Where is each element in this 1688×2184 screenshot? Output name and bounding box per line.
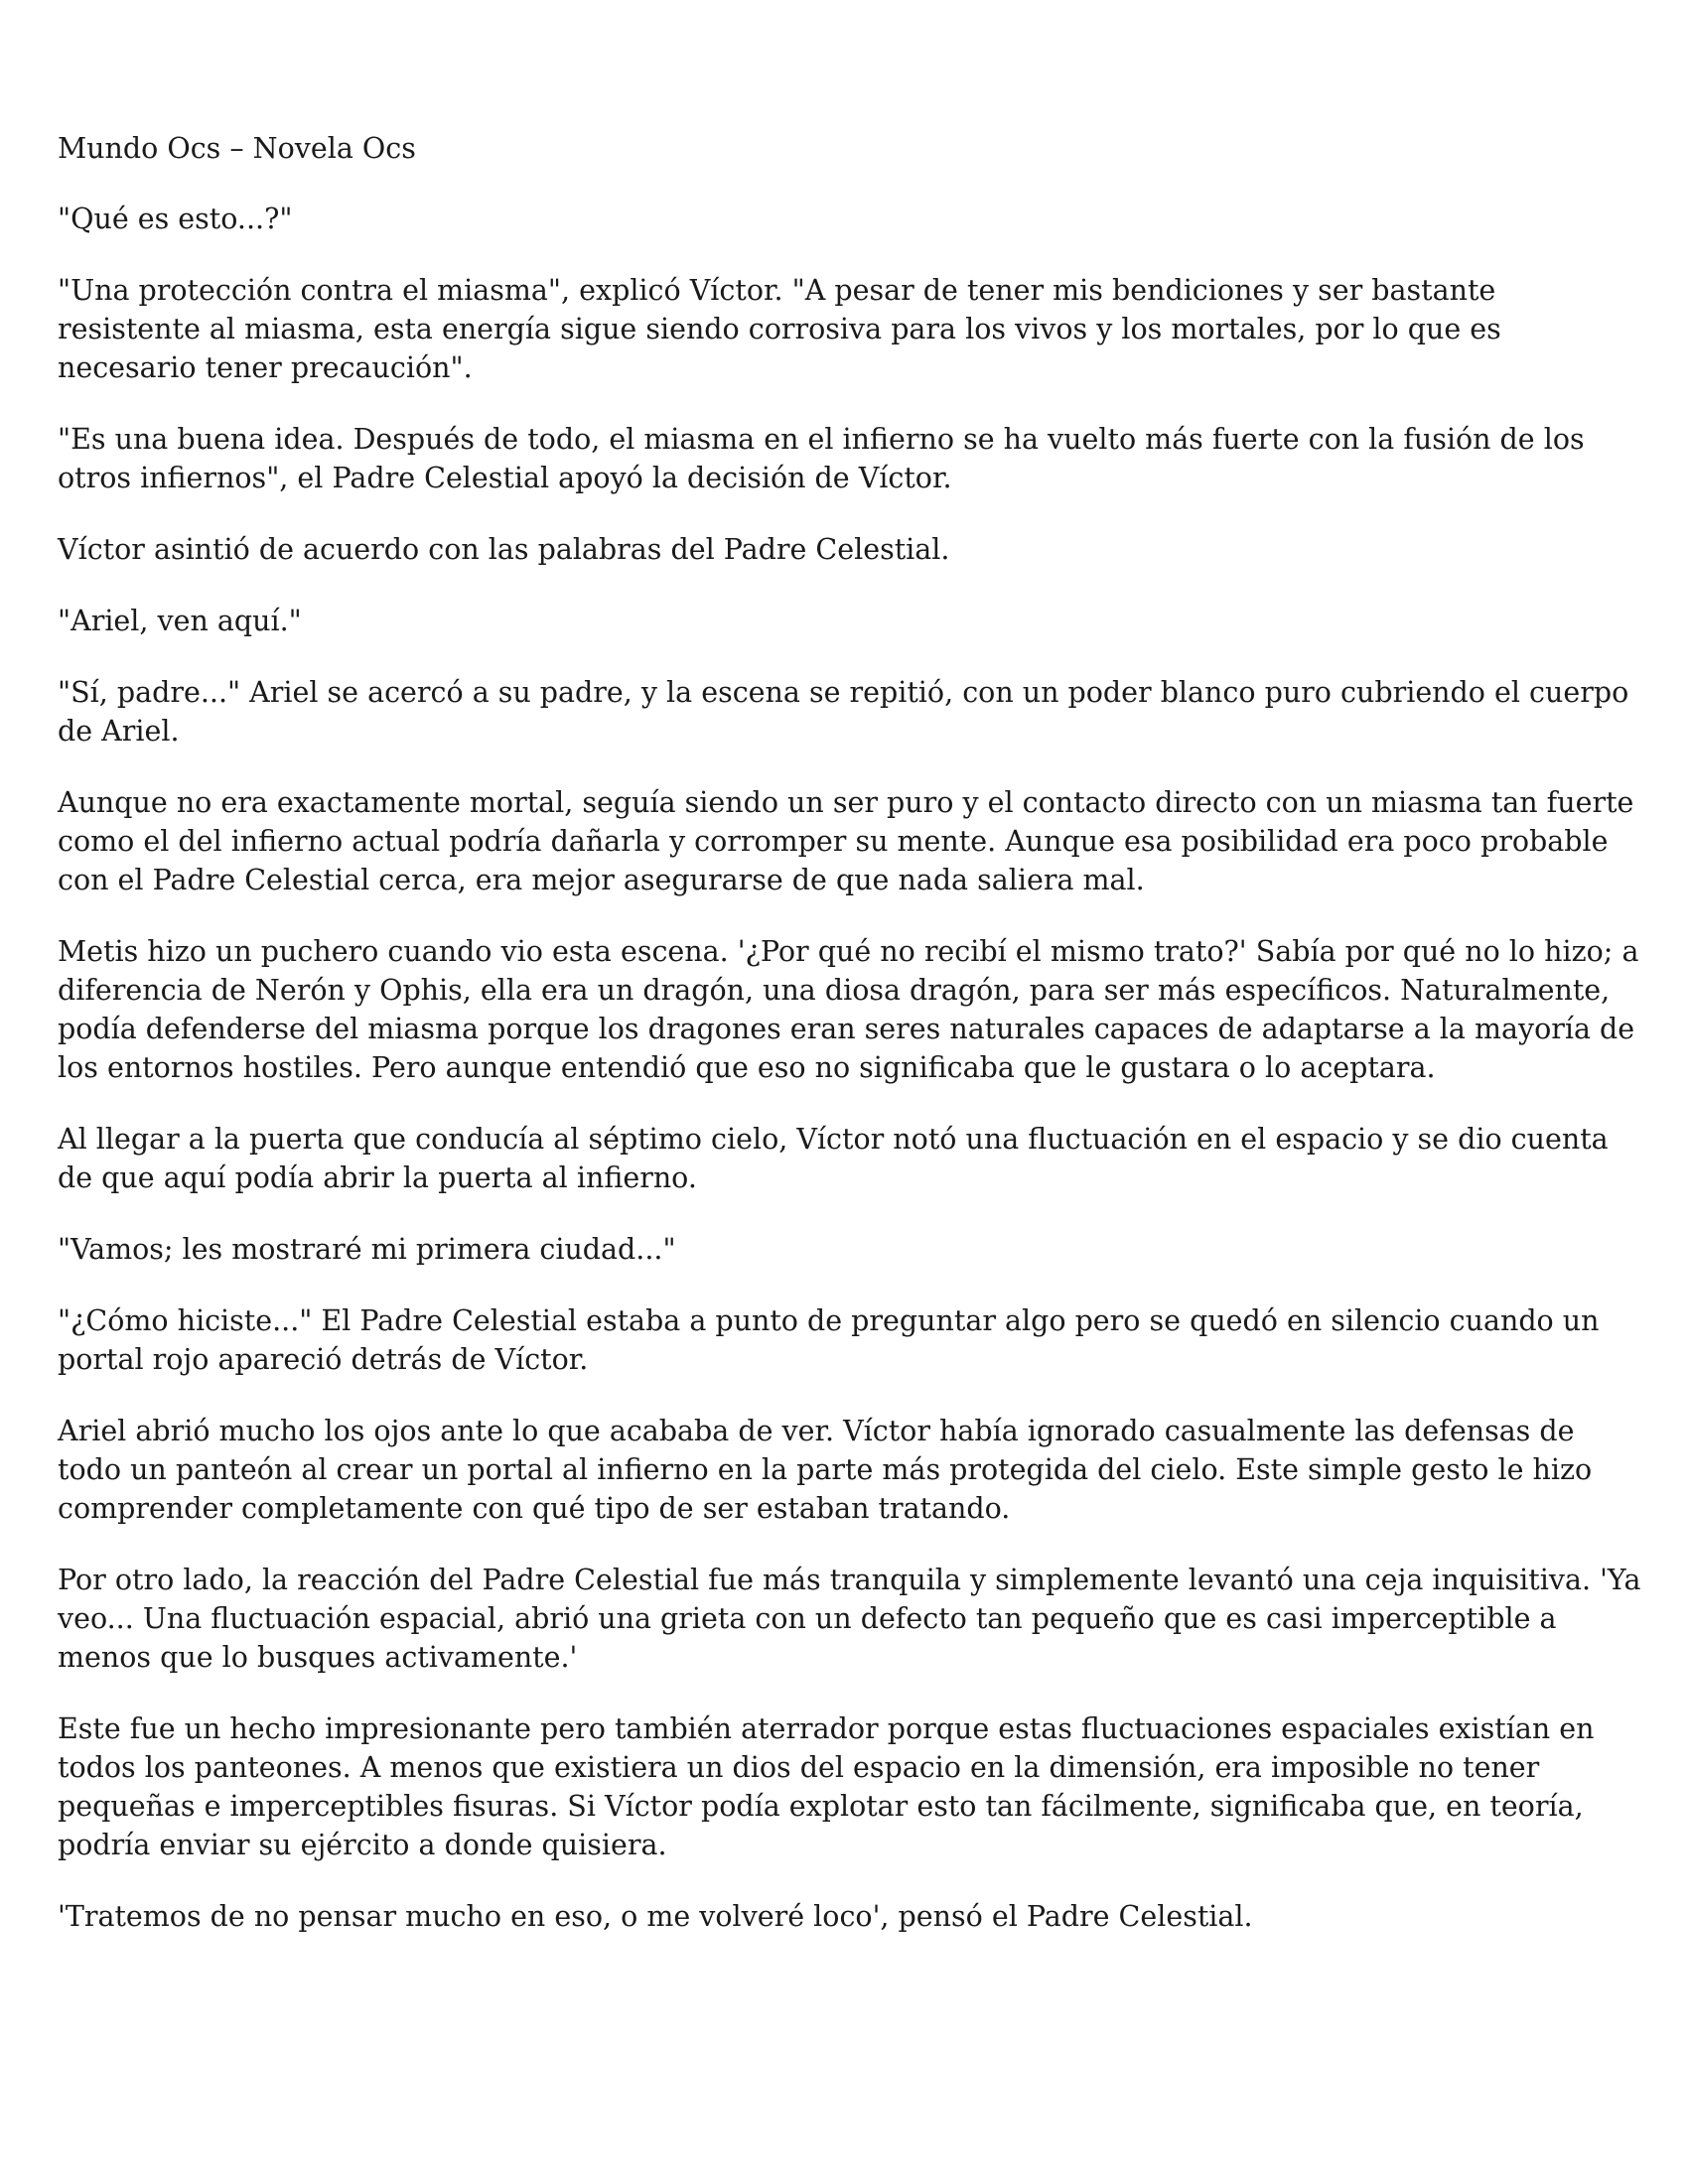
paragraph: "Vamos; les mostraré mi primera ciudad..." bbox=[58, 1233, 676, 1266]
paragraph: Metis hizo un puchero cuando vio esta escena. '¿Por qué no recibí el mismo trato?' Sabía por qué no lo hizo; a diferencia de Nerón y Ophis, ella era un dragón, una diosa dragón, para ser más específicos. Naturalmente, podía defenderse del miasma porque los dragones eran seres naturales capaces de adaptarse a la mayoría de los entornos hostiles. Pero aunque entendió que eso no significaba que le gustara o lo aceptara. bbox=[58, 935, 1639, 1084]
paragraph: "Qué es esto...?" bbox=[58, 203, 293, 235]
paragraph: Aunque no era exactamente mortal, seguía siendo un ser puro y el contacto directo con un miasma tan fuerte como el del infierno actual podría dañarla y corromper su mente. Aunque esa posibilidad era poco probable con el Padre Celestial cerca, era mejor asegurarse de que nada saliera mal. bbox=[58, 786, 1634, 896]
paragraph: "Es una buena idea. Después de todo, el miasma en el infierno se ha vuelto más fuerte con la fusión de los otros infiernos", el Padre Celestial apoyó la decisión de Víctor. bbox=[58, 423, 1585, 494]
paragraph: "¿Cómo hiciste..." El Padre Celestial estaba a punto de preguntar algo pero se quedó en silencio cuando un portal rojo apareció detrás de Víctor. bbox=[58, 1304, 1600, 1376]
paragraph: Al llegar a la puerta que conducía al séptimo cielo, Víctor notó una fluctuación en el espacio y se dio cuenta de que aquí podía abrir la puerta al infierno. bbox=[58, 1123, 1609, 1194]
paragraph: Por otro lado, la reacción del Padre Celestial fue más tranquila y simplemente levantó una ceja inquisitiva. 'Ya veo... Una fluctuación espacial, abrió una grieta con un defecto tan pequeño que es casi imperceptible a menos que lo busques activamente.' bbox=[58, 1564, 1641, 1674]
paragraph: Ariel abrió mucho los ojos ante lo que acababa de ver. Víctor había ignorado casualmente las defensas de todo un panteón al crear un portal al infierno en la parte más protegida del cielo. Este simple gesto le hizo comprender completamente con qué tipo de ser estaban tratando. bbox=[58, 1415, 1593, 1525]
paragraph: "Una protección contra el miasma", explicó Víctor. "A pesar de tener mis bendiciones y ser bastante resistente al miasma, esta energía sigue siendo corrosiva para los vivos y los mortales, por lo que es necesario tener precaución". bbox=[58, 274, 1501, 384]
document-header: Mundo Ocs – Novela Ocs bbox=[58, 132, 416, 165]
paragraph: Víctor asintió de acuerdo con las palabras del Padre Celestial. bbox=[58, 533, 950, 566]
document-body bbox=[58, 129, 1646, 1969]
paragraph: Este fue un hecho impresionante pero también aterrador porque estas fluctuaciones espaciales existían en todos los panteones. A menos que existiera un dios del espacio en la dimensión, era imposible no tener pequeñas e imperceptibles fisuras. Si Víctor podía explotar esto tan fácilmente, significaba que, en teoría, podría enviar su ejército a donde quisiera. bbox=[58, 1712, 1595, 1861]
paragraph: "Ariel, ven aquí." bbox=[58, 605, 302, 637]
paragraph: "Sí, padre..." Ariel se acercó a su padre, y la escena se repitió, con un poder blanco puro cubriendo el cuerpo de Ariel. bbox=[58, 676, 1629, 748]
paragraph: 'Tratemos de no pensar mucho en eso, o me volveré loco', pensó el Padre Celestial. bbox=[58, 1900, 1253, 1933]
